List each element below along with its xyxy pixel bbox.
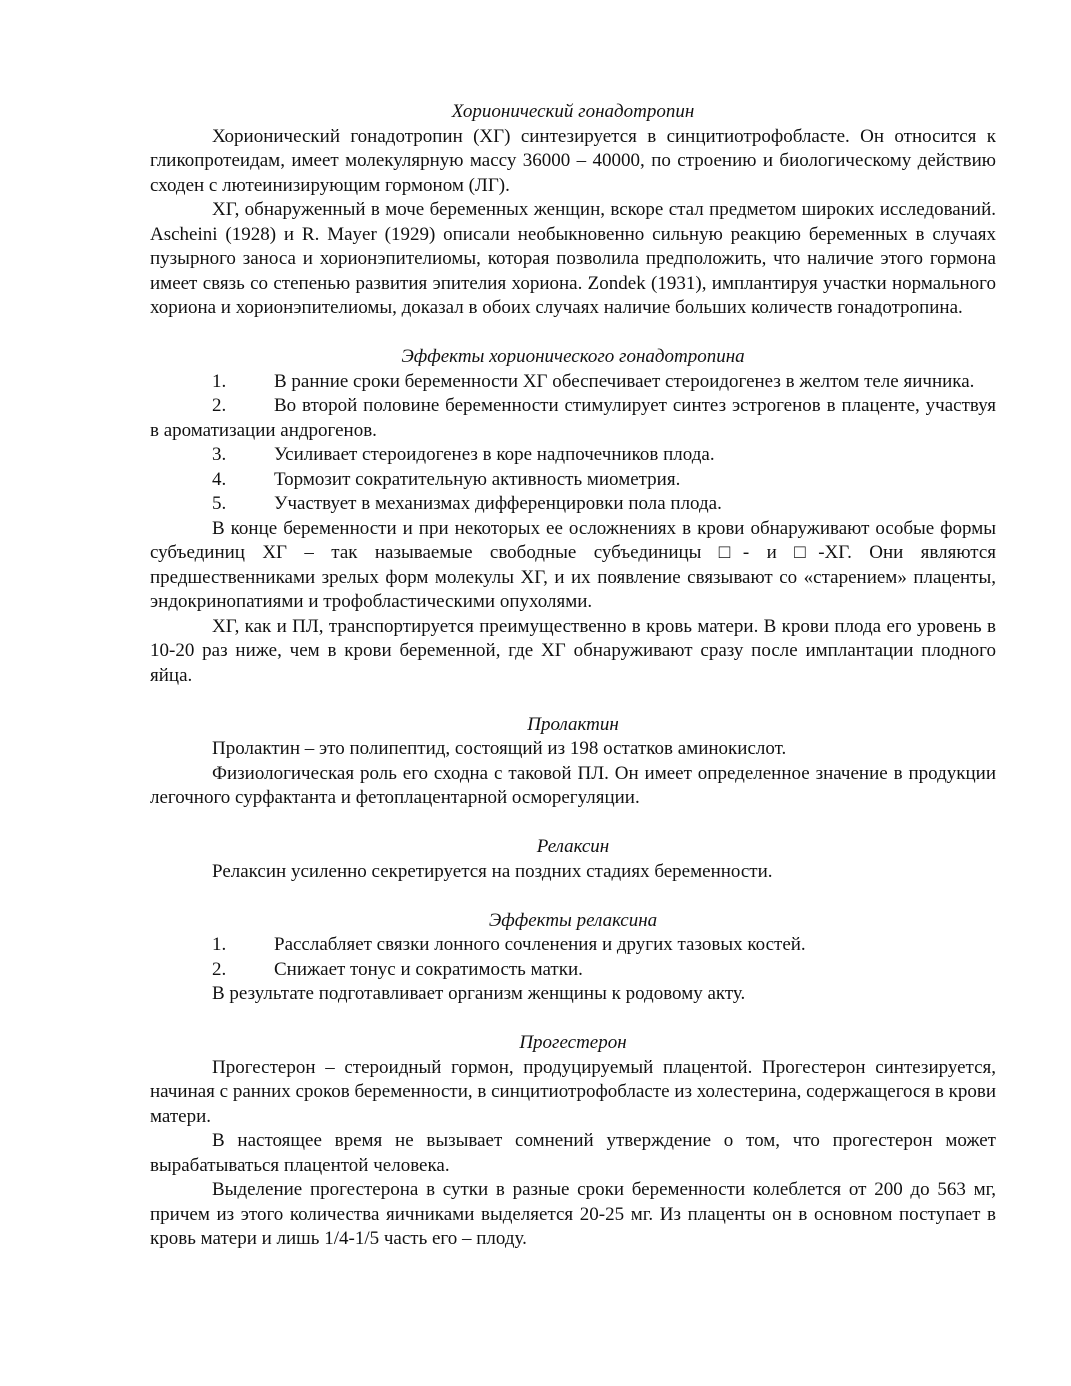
list-item-number: 1. <box>212 934 227 955</box>
paragraph: Выделение прогестерона в сутки в разные сроки беременности колеблется от 200 до 563 мг, причем из этого количества яичниками выделяется 20-25 мг. Из плаценты он в основном поступает в кровь матери и лишь 1/4-1/5 часть его – плоду. <box>150 1179 996 1249</box>
section-title-relaxin: Релаксин <box>536 836 610 857</box>
list-item-number: 5. <box>212 493 227 514</box>
list-item-text: Во второй половине беременности стимулирует синтез эстрогенов в плаценте, участвуя в ароматизации андрогенов. <box>150 395 996 441</box>
list-item-number: 4. <box>212 468 227 490</box>
list-item-text: Усиливает стероидогенез в коре надпочечников плода. <box>274 444 715 465</box>
paragraph: ХГ, обнаруженный в моче беременных женщин, вскоре стал предметом широких исследований. Ascheini (1928) и R. Mayer (1929) описали необыкновенно сильную реакцию беременных в случаях пузырного заноса и хорионэпителиомы, которая позволила предположить, что наличие этого гормона имеет связь со степенью развития эпителия хориона. Zondek (1931), имплантируя участки нормального хориона и хорионэпителиомы, доказал в обоих случаях наличие больших количеств гонадотропина. <box>150 199 996 318</box>
paragraph: Прогестерон – стероидный гормон, продуцируемый плацентой. Прогестерон синтезируется, начиная с ранних сроков беременности, в синцитиотрофобласте из холестерина, содержащегося в крови матери. <box>150 1056 997 1127</box>
section-title-hcg-effects: Эффекты хорионического гонадотропина <box>401 346 745 367</box>
list-item-text: Участвует в механизмах дифференцировки пола плода. <box>274 493 722 514</box>
paragraph: ХГ, как и ПЛ, транспортируется преимущественно в кровь матери. В крови плода его уровень в 10-20 раз ниже, чем в крови беременной, где ХГ обнаруживают сразу после имплантации плодного яйца. <box>150 615 996 686</box>
list-item <box>150 468 996 493</box>
list-item-text: Тормозит сократительную активность миометрия. <box>274 468 681 490</box>
paragraph: В настоящее время не вызывает сомнений утверждение о том, что прогестерон может вырабатываться плацентой человека. <box>150 1130 996 1176</box>
list-item-text: Расслабляет связки лонного сочленения и других тазовых костей. <box>274 934 806 955</box>
document-page <box>150 100 996 1252</box>
list-item <box>150 958 996 983</box>
list-item-number: 1. <box>212 370 227 392</box>
list-item-text: В ранние сроки беременности ХГ обеспечивает стероидогенез в желтом теле яичника. <box>274 370 975 392</box>
paragraph: В конце беременности и при некоторых ее осложнениях в крови обнаруживают особые формы субъединиц ХГ – так называемые свободные субъединицы □- и □-ХГ. Они являются предшественниками зрелых форм молекулы ХГ, и их появление связывают со «старением» плаценты, эндокринопатиями и трофобластическими опухолями. <box>150 517 996 612</box>
list-item <box>150 394 996 443</box>
list-item <box>150 443 996 468</box>
section-title-relaxin-effects: Эффекты релаксина <box>488 909 658 931</box>
paragraph: Физиологическая роль его сходна с таковой ПЛ. Он имеет определенное значение в продукции легочного сурфактанта и фетоплацентарной осморегуляции. <box>150 762 996 808</box>
list-item-number: 3. <box>212 444 227 465</box>
list-item <box>150 370 996 395</box>
section-title-hcg: Хорионический гонадотропин <box>451 101 695 122</box>
paragraph: В результате подготавливает организм женщины к родовому акту. <box>212 983 746 1004</box>
list-item <box>150 933 996 958</box>
paragraph: Релаксин усиленно секретируется на поздних стадиях беременности. <box>212 860 773 882</box>
section-title-prolactin: Пролактин <box>527 713 619 735</box>
list-item <box>150 492 996 517</box>
list-item-number: 2. <box>212 395 227 416</box>
list-item-number: 2. <box>212 958 227 980</box>
paragraph: Пролактин – это полипептид, состоящий из 198 остатков аминокислот. <box>212 738 787 759</box>
paragraph: Хорионический гонадотропин (ХГ) синтезируется в синцитиотрофобласте. Он относится к гликопротеидам, имеет молекулярную массу 36000 – 40000, по строению и биологическому действию сходен с лютеинизирующим гормоном (ЛГ). <box>150 125 996 196</box>
list-item-text: Снижает тонус и сократимость матки. <box>274 958 583 980</box>
section-title-progesterone: Прогестерон <box>519 1032 627 1053</box>
